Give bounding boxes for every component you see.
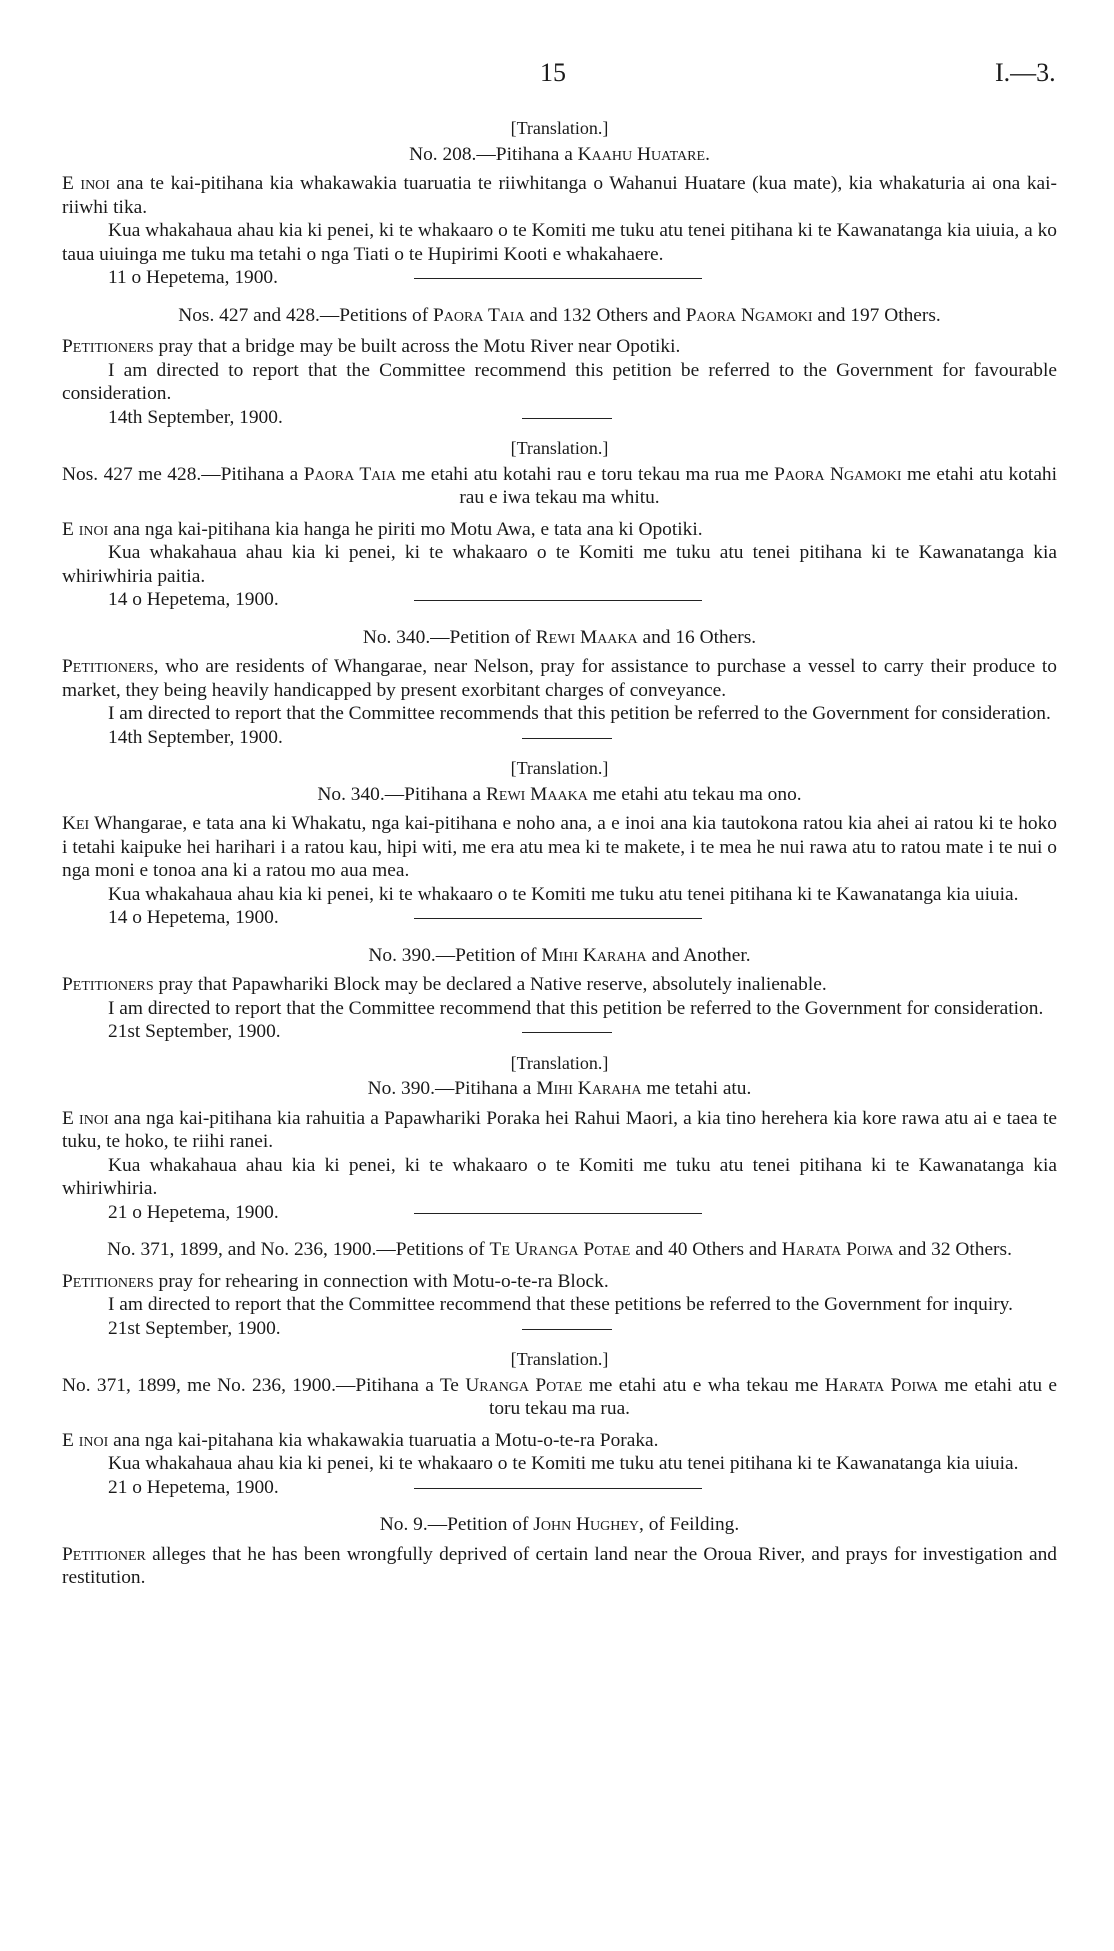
petition-heading: Nos. 427 me 428.—Pitihana a Paora Taia me etahi atu kotahi rau e toru tekau ma rua me Paora Ngamoki me etahi atu kotahi rau e iwa tekau ma whitu. — [62, 463, 1058, 508]
petition-heading: No. 390.—Petition of Mihi Karaha and Another. — [368, 944, 751, 966]
translation-label: [Translation.] — [510, 1052, 609, 1073]
report-date: 14th September, 1900. — [62, 726, 1057, 750]
petition-371-236 — [62, 1238, 1057, 1340]
report-date: 21 o Hepetema, 1900. — [62, 1476, 1057, 1500]
committee-report: Kua whakahaua ahau kia ki penei, ki te whakaaro o te Komiti me tuku atu tenei pitihana ki te Kawanatanga kia whiriwhiria paitia. — [62, 542, 1057, 587]
report-date: 14 o Hepetema, 1900. — [62, 906, 1057, 930]
report-date: 14th September, 1900. — [62, 406, 1057, 430]
petition-heading: No. 9.—Petition of John Hughey, of Feilding. — [379, 1514, 740, 1535]
section-divider — [522, 1032, 612, 1033]
translation-label: [Translation.] — [510, 758, 609, 778]
report-date: 21st September, 1900. — [62, 1317, 1057, 1341]
document-reference: I.—3. — [995, 58, 1056, 87]
committee-report: I am directed to report that the Committee recommend this petition be referred to the Government for favourable consideration. — [62, 359, 1057, 404]
section-divider — [522, 418, 612, 419]
petition-heading: No. 340.—Pitihana a Rewi Maaka me etahi atu tekau ma ono. — [317, 783, 802, 805]
translation-label: [Translation.] — [510, 118, 609, 138]
petition-heading: No. 208.—Pitihana a Kaahu Huatare. — [409, 143, 710, 165]
committee-report: I am directed to report that the Committee recommend that these petitions be referred to the Government for inquiry. — [108, 1294, 1013, 1315]
committee-report: Kua whakahaua ahau kia ki penei, ki te whakaaro o te Komiti me tuku atu tenei pitihana ki te Kawanatanga kia uiuia. — [108, 1453, 1019, 1474]
petition-heading: No. 371, 1899, and No. 236, 1900.—Petitions of Te Uranga Potae and 40 Others and Harata Poiwa and 32 Others. — [107, 1239, 1012, 1260]
committee-report: Kua whakahaua ahau kia ki penei, ki te whakaaro o te Komiti me tuku atu tenei pitihana ki te Kawanatanga kia whiriwhiria. — [62, 1154, 1057, 1199]
petition-9 — [62, 1513, 1057, 1590]
petition-heading: No. 371, 1899, me No. 236, 1900.—Pitihana a Te Uranga Potae me etahi atu e wha tekau me Harata Poiwa me etahi atu e toru tekau ma rua. — [62, 1374, 1057, 1419]
page-number: 15 — [540, 58, 566, 87]
committee-report: I am directed to report that the Committee recommends that this petition be referred to the Government for consideration. — [108, 703, 1051, 724]
translation-label: [Translation.] — [510, 438, 609, 458]
section-divider — [414, 1488, 702, 1489]
petition-heading: No. 340.—Petition of Rewi Maaka and 16 Others. — [362, 626, 757, 648]
petition-340-translation — [62, 757, 1057, 930]
petition-body: E inoi ana nga kai-pitahana kia whakawakia tuaruatia a Motu-o-te-ra Poraka. — [62, 1429, 659, 1451]
report-date: 21 o Hepetema, 1900. — [62, 1201, 1057, 1225]
petition-heading: Nos. 427 and 428.—Petitions of Paora Taia and 132 Others and Paora Ngamoki and 197 Others. — [178, 304, 941, 326]
petition-body: Petitioners, who are residents of Whangarae, near Nelson, pray for assistance to purchase a vessel to carry their produce to market, they being heavily handicapped by present exorbitant charges of conveyance. — [62, 656, 1057, 701]
petition-heading: No. 390.—Pitihana a Mihi Karaha me tetahi atu. — [367, 1078, 752, 1099]
petition-body: Petitioners pray that Papawhariki Block may be declared a Native reserve, absolutely inalienable. — [62, 974, 827, 995]
section-divider — [522, 738, 612, 739]
petition-body: E inoi ana nga kai-pitihana kia hanga he piriti mo Motu Awa, e tata ana ki Opotiki. — [62, 518, 703, 540]
petition-body: E inoi ana nga kai-pitihana kia rahuitia a Papawhariki Poraka hei Rahui Maori, a kia tino herehera kia kore rawa atu ai e taea te tuku, te hoko, te riihi ranei. — [62, 1107, 1057, 1152]
committee-report: I am directed to report that the Committee recommend that this petition be referred to the Government for consideration. — [108, 997, 1044, 1019]
report-date: 21st September, 1900. — [62, 1020, 1057, 1044]
section-divider — [414, 278, 702, 279]
petition-371-236-translation — [62, 1348, 1057, 1499]
petition-body: Kei Whangarae, e tata ana ki Whakatu, nga kai-pitihana e noho ana, a e inoi ana kia tautokona ratou kia ahei ai ratou ki te hoko i tetahi kaipuke hei harihari i a ratou kau, hipi witi, me era atu mea ki te makete, i te mea he nui rawa atu to ratou mate i te nui o nga moni e tonoa ana ki a ratou mo aua mea. — [62, 813, 1057, 881]
section-divider — [522, 1329, 612, 1330]
section-divider — [414, 600, 702, 601]
petition-340 — [62, 626, 1057, 750]
section-divider — [414, 918, 702, 919]
committee-report: Kua whakahaua ahau kia ki penei, ki te whakaaro o te Komiti me tuku atu tenei pitihana ki te Kawanatanga kia uiuia, a ko taua uiuinga me tuku ma tetahi o nga Tiati o te Hupirimi Kooti e whakahaere. — [62, 220, 1057, 265]
petition-body: E inoi ana te kai-pitihana kia whakawakia tuaruatia te riiwhitanga o Wahanui Huatare (kua mate), kia whakaturia ai ona kai-riiwhi tika. — [62, 173, 1057, 218]
petition-body: Petitioners pray that a bridge may be built across the Motu River near Opotiki. — [62, 336, 681, 357]
petition-427-428 — [62, 304, 1057, 430]
petition-body: Petitioners pray for rehearing in connection with Motu-o-te-ra Block. — [62, 1270, 609, 1292]
petition-427-428-translation — [62, 437, 1057, 612]
petition-body: Petitioner alleges that he has been wrongfully deprived of certain land near the Oroua River, and prays for investigation and restitution. — [62, 1543, 1057, 1588]
petition-208-translation — [62, 117, 1057, 290]
report-date: 14 o Hepetema, 1900. — [62, 588, 1057, 612]
petition-390 — [62, 944, 1057, 1044]
section-divider — [414, 1213, 702, 1214]
page-content — [62, 117, 1057, 1590]
petition-390-translation — [62, 1052, 1057, 1225]
translation-label: [Translation.] — [510, 1349, 609, 1369]
report-date: 11 o Hepetema, 1900. — [62, 266, 1057, 290]
committee-report: Kua whakahaua ahau kia ki penei, ki te whakaaro o te Komiti me tuku atu tenei pitihana ki te Kawanatanga kia uiuia. — [108, 883, 1019, 905]
